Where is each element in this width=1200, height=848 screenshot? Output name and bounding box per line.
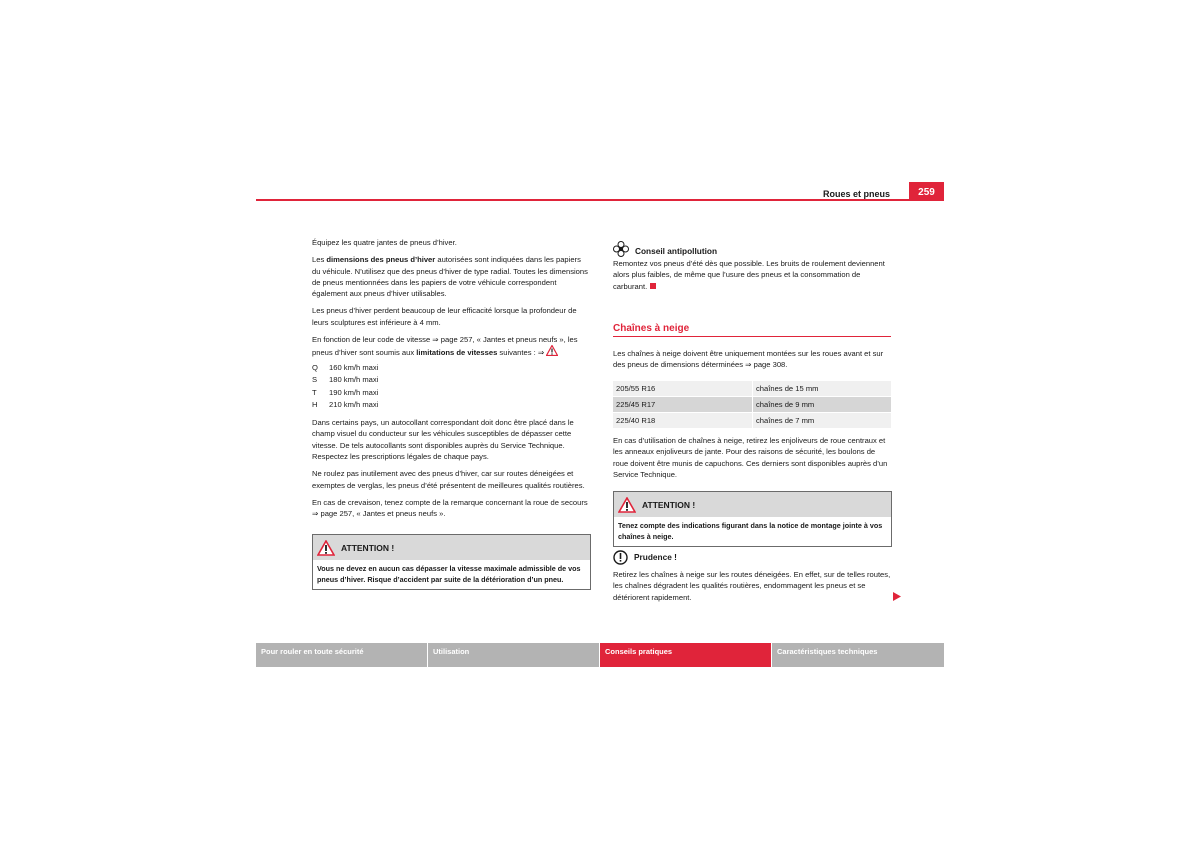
list-item: T 190 km/h maxi — [312, 387, 379, 397]
eco-tip-title: Conseil antipollution — [635, 245, 718, 256]
section-header-title: Roues et pneus — [822, 189, 890, 199]
speed-limit-list — [312, 362, 589, 412]
warning-box — [312, 534, 591, 590]
paragraph: Dans certains pays, un autocollant correspondant doit donc être placé dans le champ visuel du conducteur sur les véhicules susceptibles de dépasser cette vitesse. De tels autocollants sont disponibles auprès du Service Technique. Respectez les prescriptions légales de chaque pays. — [312, 418, 574, 461]
table-cell: 205/55 R16 — [613, 381, 753, 397]
warning-text: Vous ne devez en aucun cas dépasser la vitesse maximale admissible de vos pneus d’hiver. Risque d’accident par suite de la détérioration d’un pneu. — [317, 564, 581, 584]
table-cell: chaînes de 9 mm — [753, 397, 892, 413]
section-title: Chaînes à neige — [613, 323, 690, 334]
section-rule — [613, 336, 891, 337]
list-item: S 180 km/h maxi — [312, 375, 379, 385]
table-row — [613, 397, 891, 413]
paragraph: Les chaînes à neige doivent être uniquement montées sur les roues avant et sur des pneus de dimensions déterminées ⇒ page 308. — [613, 349, 884, 370]
paragraph: Retirez les chaînes à neige sur les routes déneigées. En effet, sur de telles routes, les chaînes dégradent les qualités routières, endommagent les pneus et se détériorent rapidement. — [613, 570, 891, 602]
table-cell: 225/40 R18 — [613, 413, 753, 429]
caution-note — [613, 550, 891, 609]
table-cell: chaînes de 15 mm — [753, 381, 892, 397]
list-item: H 210 km/h maxi — [312, 400, 379, 410]
left-column — [312, 237, 589, 525]
eco-tip — [613, 241, 891, 298]
paragraph: Ne roulez pas inutilement avec des pneus d’hiver, car sur routes déneigées et exemptes de verglas, les pneus d’été présentent de meilleures qualités routières. — [312, 469, 585, 490]
warning-title: ATTENTION ! — [341, 542, 395, 553]
paragraph: En cas de crevaison, tenez compte de la remarque concernant la roue de secours ⇒ page 257, « Jantes et pneus neufs ». — [312, 497, 588, 519]
table-row — [613, 381, 891, 397]
warning-triangle-icon — [317, 540, 335, 556]
flower-icon — [613, 241, 629, 257]
warning-box — [613, 491, 892, 547]
paragraph: Équipez les quatre jantes de pneus d’hiver. — [312, 238, 457, 247]
table-row — [613, 413, 891, 429]
footer-tab-technical-data[interactable]: Caractéristiques techniques — [772, 643, 944, 667]
warning-triangle-icon — [546, 345, 558, 356]
header-rule — [256, 199, 944, 201]
paragraph: En fonction de leur code de vitesse ⇒ page 257, « Jantes et pneus neufs », les pneus d’hiver sont soumis aux limitations de vitesses suivantes : ⇒ — [312, 335, 578, 358]
paragraph: Les pneus d’hiver perdent beaucoup de leur efficacité lorsque la profondeur de leurs sculptures est inférieure à 4 mm. — [312, 306, 577, 327]
page-number: 259 — [909, 182, 944, 201]
table-cell: chaînes de 7 mm — [753, 413, 892, 429]
table-cell: 225/45 R17 — [613, 397, 753, 413]
paragraph: Les dimensions des pneus d’hiver autorisées sont indiquées dans les papiers du véhicule. N’utilisez que des pneus d’hiver de type radial. Toutes les dimensions de pneus mentionnées dans les papiers de votre véhicule correspondent également aux pneus d’hiver utilisables. — [312, 255, 588, 299]
warning-triangle-icon — [618, 497, 636, 513]
paragraph: En cas d’utilisation de chaînes à neige, retirez les enjoliveurs de roue centraux et les anneaux enjoliveurs de jante. Pour des raisons de sécurité, les boulons de roue doivent être munis de capuchons. Ces derniers sont disponibles auprès d’un Service Technique. — [613, 436, 888, 479]
list-item: Q 160 km/h maxi — [312, 362, 379, 372]
footer-tab-safety[interactable]: Pour rouler en toute sécurité — [256, 643, 427, 667]
footer-tab-operation[interactable]: Utilisation — [428, 643, 599, 667]
caution-title: Prudence ! — [634, 551, 677, 562]
footer-tab-practical-tips[interactable]: Conseils pratiques — [600, 643, 771, 667]
paragraph: Remontez vos pneus d’été dès que possible. Les bruits de roulement deviennent alors plus faibles, de même que l’usure des pneus et la consommation de carburant. — [613, 259, 885, 291]
exclamation-circle-icon — [613, 550, 628, 565]
continue-arrow-icon — [893, 592, 901, 601]
snow-chain-table — [613, 381, 891, 429]
warning-title: ATTENTION ! — [642, 499, 696, 510]
warning-text: Tenez compte des indications figurant dans la notice de montage jointe à vos chaînes à neige. — [618, 521, 883, 541]
end-of-section-icon — [650, 283, 656, 289]
